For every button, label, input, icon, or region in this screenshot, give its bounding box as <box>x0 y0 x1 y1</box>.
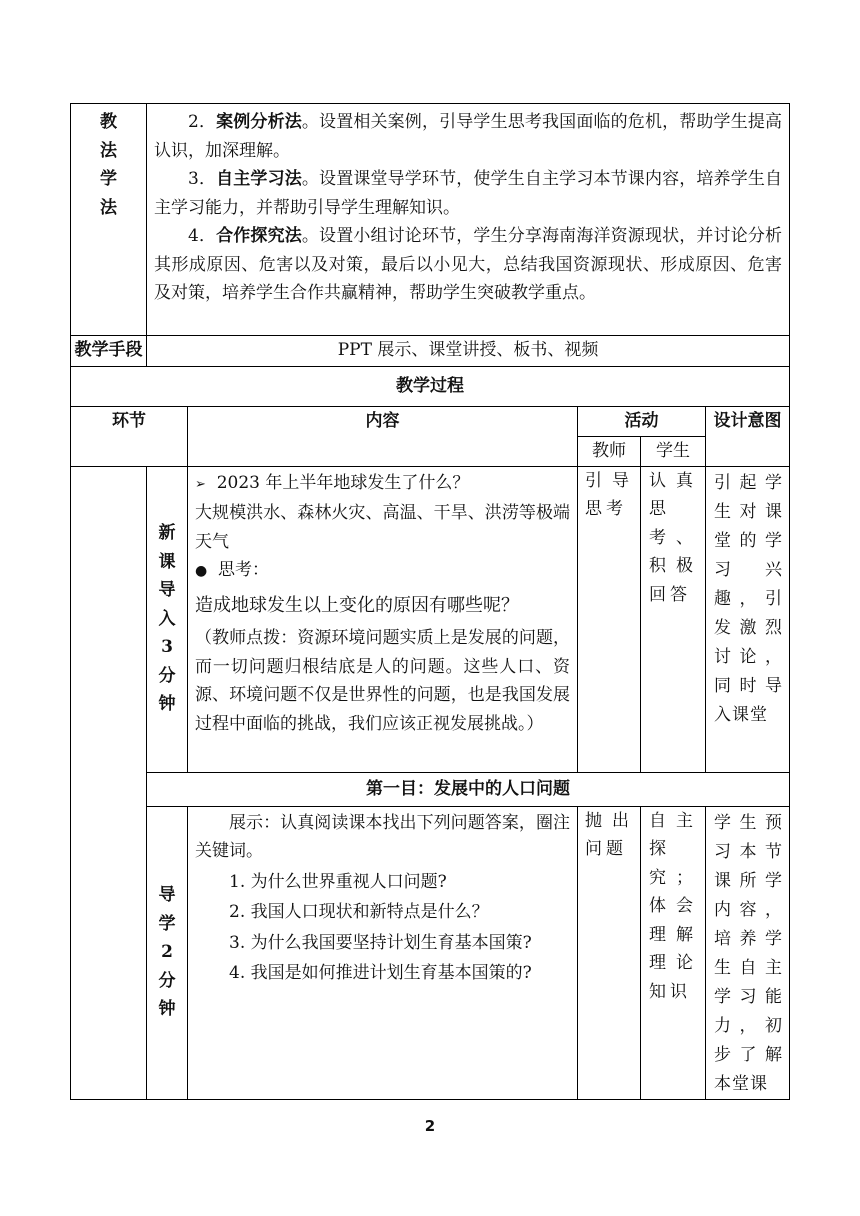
section-title: 第一目：发展中的人口问题 <box>147 772 790 806</box>
header-intent: 设计意图 <box>706 407 790 467</box>
intro-teacher: 引导思考 <box>578 466 641 772</box>
intro-line: 大规模洪水、森林火灾、高温、干旱、洪涝等极端天气 <box>195 503 570 552</box>
header-stage: 环节 <box>71 407 188 467</box>
guide-row <box>71 806 790 1099</box>
stage-group-cell <box>71 466 147 1099</box>
methods-content <box>147 104 790 336</box>
guide-intro: 展示：认真阅读课本找出下列问题答案，圈注关键词。 <box>195 812 570 861</box>
intro-bullet-think: ● 思考： <box>195 560 270 580</box>
intro-note: （教师点拨：资源环境问题实质上是发展的问题，而一切问题归根结底是人的问题。这些人口、资源、环境问题不仅是世界性的问题，也是我国发展过程中面临的挑战，我们应该正视发展挑战。） <box>195 628 570 734</box>
means-label: 教学手段 <box>71 336 147 367</box>
intro-intent: 引起学生对课堂的学习兴趣，引发激烈讨论，同时导入课堂 <box>706 466 790 772</box>
methods-row <box>71 104 790 336</box>
process-title-row <box>71 367 790 407</box>
intro-bullet-arrow: ➢ 2023 年上半年地球发生了什么？ <box>195 472 470 493</box>
header-teacher: 教师 <box>578 437 641 467</box>
guide-student: 自主探究；体会理解理论知识 <box>641 806 706 1099</box>
header-content: 内容 <box>188 407 578 467</box>
method-item: 2．案例分析法。设置相关案例，引导学生思考我国面临的危机，帮助学生提高认识，加深理解。 <box>154 112 783 161</box>
guide-question: 3. 为什么我国要坚持计划生育基本国策? <box>229 932 532 953</box>
section-title-row <box>71 772 790 806</box>
header-student: 学生 <box>641 437 706 467</box>
guide-content <box>188 806 578 1099</box>
intro-question: 造成地球发生以上变化的原因有哪些呢？ <box>195 594 519 616</box>
means-value: PPT 展示、课堂讲授、板书、视频 <box>147 336 790 367</box>
page-number: 2 <box>424 1117 436 1135</box>
lesson-plan-table <box>70 103 790 1100</box>
guide-teacher: 抛出问题 <box>578 806 641 1099</box>
methods-label: 教 法 学 法 <box>71 104 147 336</box>
guide-intent: 学生预习本节课所学内容，培养学生自主学习能力，初步了解本堂课 <box>706 806 790 1099</box>
process-title: 教学过程 <box>71 367 790 407</box>
guide-stage: 导 学 2 分 钟 <box>147 806 188 1099</box>
header-activity: 活动 <box>578 407 706 437</box>
arrow-bullet-icon: ➢ <box>195 476 206 492</box>
intro-student: 认真思考、积极回答 <box>641 466 706 772</box>
intro-stage: 新 课 导 入 3 分 钟 <box>147 466 188 772</box>
intro-row <box>71 466 790 772</box>
header-row <box>71 407 790 437</box>
guide-question: 2. 我国人口现状和新特点是什么？ <box>229 902 489 922</box>
guide-question: 1. 为什么世界重视人口问题? <box>229 871 447 892</box>
intro-content <box>188 466 578 772</box>
means-row <box>71 336 790 367</box>
guide-question: 4. 我国是如何推进计划生育基本国策的? <box>229 963 532 983</box>
dot-bullet-icon: ● <box>195 563 208 579</box>
method-item: 3．自主学习法。设置课堂导学环节，使学生自主学习本节课内容，培养学生自主学习能力，并帮助引导学生理解知识。 <box>154 169 783 218</box>
method-item: 4．合作探究法。设置小组讨论环节，学生分享海南海洋资源现状，并讨论分析其形成原因、危害以及对策，最后以小见大，总结我国资源现状、形成原因、危害及对策，培养学生合作共赢精神，帮助学生突破教学重点。 <box>154 226 783 303</box>
